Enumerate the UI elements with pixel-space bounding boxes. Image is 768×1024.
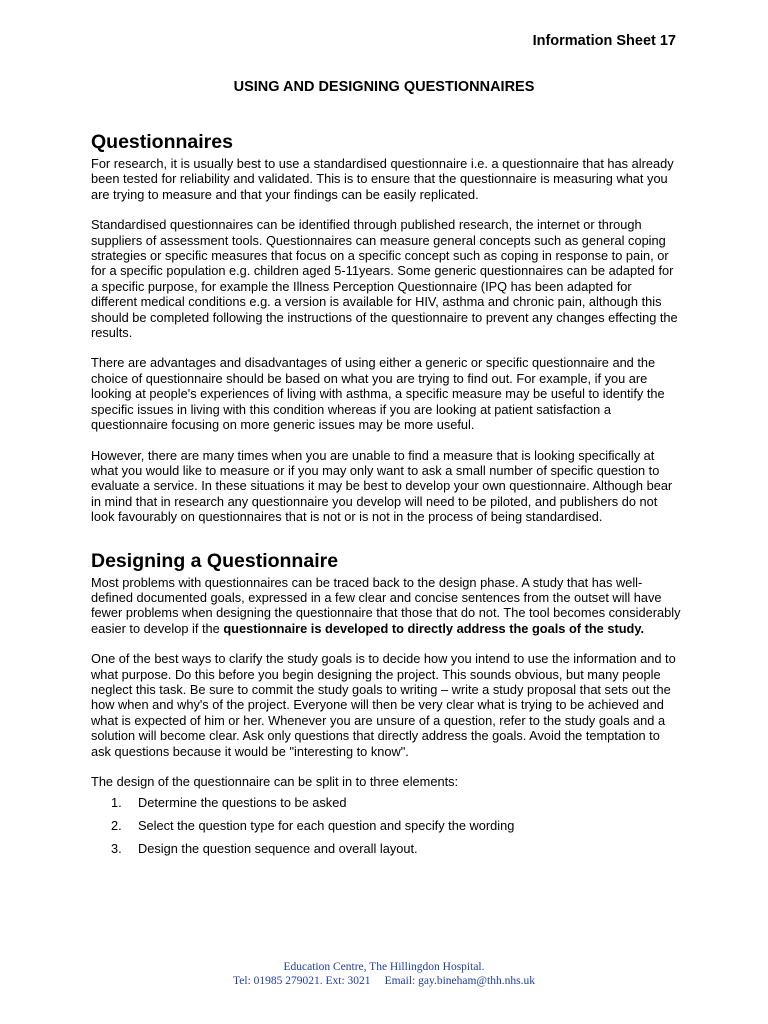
page-footer [0,960,768,988]
sheet-label: Information Sheet 17 [532,33,676,49]
list-item-text: Determine the questions to be asked [138,795,347,811]
section-heading-questionnaires: Questionnaires [91,131,233,153]
list-item [91,795,681,810]
list-number: 2. [111,818,122,834]
document-body [91,130,681,864]
list-item-text: Design the question sequence and overall layout. [138,841,418,857]
list-item [91,841,681,856]
footer-telephone: Tel: 01985 279021. Ext: 3021 [233,975,371,987]
document-title: USING AND DESIGNING QUESTIONNAIRES [233,79,535,95]
list-number: 1. [111,795,122,811]
paragraph-text: Most problems with questionnaires can be traced back to the design phase. A study that has well-defined documented goals, expressed in a few clear and concise sentences from the outset will have fewer problems when designing the questionnaire that those that do not. The tool becomes considerably easier to develop if the [91,574,681,636]
paragraph: The design of the questionnaire can be split in to three elements: [91,774,459,789]
emphasis-text: questionnaire is developed to directly address the goals of the study. [223,620,645,636]
paragraph: There are advantages and disadvantages of using either a generic or specific questionnaire and the choice of questionnaire should be based on what you are trying to find out. For example, if you are looking at people's experiences of living with asthma, a specific measure may be useful to identify the specific issues in living with this condition whereas if you are looking at patient satisfaction a questionnaire focusing on more generic issues may be more useful. [91,355,665,433]
paragraph: However, there are many times when you are unable to find a measure that is looking specifically at what you would like to measure or if you may only want to ask a small number of specific question to evaluate a service. In these situations it may be best to develop your own questionnaire. Although bear in mind that in research any questionnaire you develop will need to be piloted, and publishers do not look favourably on questionnaires that is not or is not in the process of being standardised. [91,447,673,525]
paragraph: For research, it is usually best to use a standardised questionnaire i.e. a questionnaire that has already been tested for reliability and validated. This is to ensure that the questionnaire is measuring what you are trying to measure and that your findings can be easily replicated. [91,156,674,202]
paragraph: Standardised questionnaires can be identified through published research, the internet or through suppliers of assessment tools. Questionnaires can measure general concepts such as general coping strategies or specific measures that focus on a specific concept such as coping in response to pain, or for a specific population e.g. children aged 5-11years. Some generic questionnaires can be adapted for a specific purpose, for example the Illness Perception Questionnaire (IPQ has been adapted for different medical conditions e.g. a version is available for HIV, asthma and chronic pain, although this should be completed following the instructions of the questionnaire to prevent any changes effecting the results. [91,217,678,341]
list-number: 3. [111,841,122,857]
footer-email: Email: gay.bineham@thh.nhs.uk [384,975,535,987]
list-item [91,818,681,833]
paragraph: One of the best ways to clarify the study goals is to decide how you intend to use the information and to what purpose. Do this before you begin designing the project. This sounds obvious, but many people neglect this task. Be sure to commit the study goals to writing – write a study proposal that sets out the how when and why's of the project. Everyone will then be very clear what is trying to be achieved and what is expected of him or her. Whenever you are unsure of a question, refer to the study goals and a solution will become clear. Ask only questions that directly address the goals. Avoid the temptation to ask questions because it would be "interesting to know". [91,651,676,759]
list-item-text: Select the question type for each question and specify the wording [138,818,515,834]
section-heading-designing: Designing a Questionnaire [91,549,339,572]
paragraph [91,575,681,637]
design-elements-list [91,795,681,856]
footer-contact [0,974,768,988]
footer-address: Education Centre, The Hillingdon Hospital. [283,961,485,973]
